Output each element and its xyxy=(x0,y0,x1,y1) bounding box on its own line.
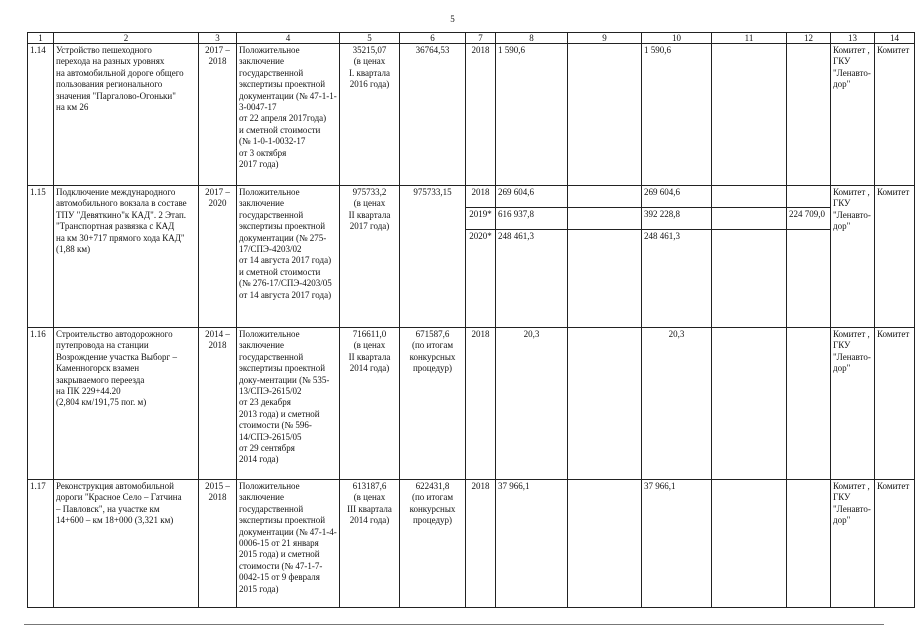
financing-year: 2020* xyxy=(466,230,496,328)
financing-col-9 xyxy=(568,208,642,230)
financing-col-11 xyxy=(712,480,787,608)
recipient: Комитет xyxy=(875,480,915,608)
col-num-7: 7 xyxy=(466,33,496,44)
expertise-documents: Положительное заключение государственной экспертизы проектной доку-ментации (№ 535- 13/СПЭ-2615/02 от 23 декабря 2013 года) и сметной стоимости (№ 596- 14/СПЭ-2615/05 от 29 сентября 2014 года) xyxy=(237,328,340,480)
financing-total: 20,3 xyxy=(496,328,568,480)
financing-col-12 xyxy=(787,44,831,186)
financing-col-11 xyxy=(712,230,787,328)
implementation-period: 2017 – 2018 xyxy=(199,44,237,186)
financing-col-9 xyxy=(568,328,642,480)
scan-edge-line xyxy=(24,624,884,625)
financing-col-11 xyxy=(712,186,787,208)
financing-col-11 xyxy=(712,208,787,230)
customer: Комитет , ГКУ "Ленавто- дор" xyxy=(831,44,875,186)
row-number: 1.17 xyxy=(28,480,54,608)
expertise-documents: Положительное заключение государственной экспертизы проектной документации (№ 275- 17/СПЭ-4203/02 от 14 августа 2017 года) и сметной стоимости (№ 276-17/СПЭ-4203/05 от 14 августа 2017 года) xyxy=(237,186,340,328)
col-num-4: 4 xyxy=(237,33,340,44)
expertise-documents: Положительное заключение государственной экспертизы проектной документации (№ 47-1-1- 3-0047-17 от 22 апреля 2017года) и сметной стоимости (№ 1-0-1-0032-17 от 3 октября 2017 года) xyxy=(237,44,340,186)
object-name: Устройство пешеходного перехода на разных уровнях на автомобильной дороге общего пользования регионального значения "Паргалово-Огоньки" на км 26 xyxy=(54,44,199,186)
financing-total: 269 604,6 xyxy=(496,186,568,208)
col-num-11: 11 xyxy=(712,33,787,44)
financing-year: 2018 xyxy=(466,328,496,480)
col-num-9: 9 xyxy=(568,33,642,44)
financing-col-12 xyxy=(787,328,831,480)
col-num-8: 8 xyxy=(496,33,568,44)
financing-year: 2019* xyxy=(466,208,496,230)
expertise-documents: Положительное заключение государственной экспертизы проектной документации (№ 47-1-4- 0006-15 от 21 января 2015 года) и сметной стоимости (№ 47-1-7- 0042-15 от 9 февраля 2015 года) xyxy=(237,480,340,608)
financing-year: 2018 xyxy=(466,480,496,608)
col-num-3: 3 xyxy=(199,33,237,44)
financing-col-9 xyxy=(568,44,642,186)
customer: Комитет , ГКУ "Ленавто- дор" xyxy=(831,328,875,480)
col-num-14: 14 xyxy=(875,33,915,44)
financing-year: 2018 xyxy=(466,186,496,208)
implementation-period: 2015 – 2018 xyxy=(199,480,237,608)
current-cost: 36764,53 xyxy=(400,44,466,186)
program-table xyxy=(27,32,915,608)
row-number: 1.15 xyxy=(28,186,54,328)
object-name: Реконструкция автомобильной дороги "Красное Село – Гатчина – Павловск", на участке км 14+600 – км 18+000 (3,321 км) xyxy=(54,480,199,608)
financing-col-9 xyxy=(568,186,642,208)
row-number: 1.16 xyxy=(28,328,54,480)
financing-year: 2018 xyxy=(466,44,496,186)
financing-total: 1 590,6 xyxy=(496,44,568,186)
financing-col-9 xyxy=(568,230,642,328)
financing-col-10: 269 604,6 xyxy=(642,186,712,208)
recipient: Комитет xyxy=(875,44,915,186)
financing-col-9 xyxy=(568,480,642,608)
object-name: Подключение международного автомобильного вокзала в составе ТПУ "Девяткино"к КАД". 2 Этап. "Транспортная развязка с КАД на км 30+717 прямого хода КАД" (1,88 км) xyxy=(54,186,199,328)
table-row-1-15 xyxy=(28,186,915,208)
implementation-period: 2017 – 2020 xyxy=(199,186,237,328)
customer: Комитет , ГКУ "Ленавто- дор" xyxy=(831,480,875,608)
col-num-2: 2 xyxy=(54,33,199,44)
customer: Комитет , ГКУ "Ленавто- дор" xyxy=(831,186,875,328)
financing-total: 37 966,1 xyxy=(496,480,568,608)
current-cost: 622431,8 (по итогам конкурсных процедур) xyxy=(400,480,466,608)
table-row-1-16 xyxy=(28,328,915,480)
col-num-6: 6 xyxy=(400,33,466,44)
financing-total: 616 937,8 xyxy=(496,208,568,230)
current-cost: 975733,15 xyxy=(400,186,466,328)
row-number: 1.14 xyxy=(28,44,54,186)
recipient: Комитет xyxy=(875,186,915,328)
col-num-13: 13 xyxy=(831,33,875,44)
column-number-row xyxy=(28,33,915,44)
financing-col-10: 37 966,1 xyxy=(642,480,712,608)
object-name: Строительство автодорожного путепровода на станции Возрождение участка Выборг – Каменногорск взамен закрываемого переезда на ПК 229+44.20 (2,804 км/191,75 пог. м) xyxy=(54,328,199,480)
page-number: 5 xyxy=(450,14,455,24)
financing-col-12 xyxy=(787,480,831,608)
table-row-1-14 xyxy=(28,44,915,186)
estimated-cost: 716611,0 (в ценах II квартала 2014 года) xyxy=(340,328,400,480)
financing-col-10: 20,3 xyxy=(642,328,712,480)
col-num-10: 10 xyxy=(642,33,712,44)
estimated-cost: 35215,07 (в ценах I. квартала 2016 года) xyxy=(340,44,400,186)
implementation-period: 2014 – 2018 xyxy=(199,328,237,480)
financing-col-12 xyxy=(787,186,831,208)
estimated-cost: 613187,6 (в ценах III квартала 2014 года) xyxy=(340,480,400,608)
financing-col-10: 392 228,8 xyxy=(642,208,712,230)
recipient: Комитет xyxy=(875,328,915,480)
financing-col-10: 1 590,6 xyxy=(642,44,712,186)
col-num-5: 5 xyxy=(340,33,400,44)
financing-col-10: 248 461,3 xyxy=(642,230,712,328)
financing-col-11 xyxy=(712,328,787,480)
current-cost: 671587,6 (по итогам конкурсных процедур) xyxy=(400,328,466,480)
table-row-1-17 xyxy=(28,480,915,608)
financing-col-11 xyxy=(712,44,787,186)
financing-total: 248 461,3 xyxy=(496,230,568,328)
col-num-1: 1 xyxy=(28,33,54,44)
col-num-12: 12 xyxy=(787,33,831,44)
financing-col-12 xyxy=(787,230,831,328)
financing-col-12: 224 709,0 xyxy=(787,208,831,230)
estimated-cost: 975733,2 (в ценах II квартала 2017 года) xyxy=(340,186,400,328)
